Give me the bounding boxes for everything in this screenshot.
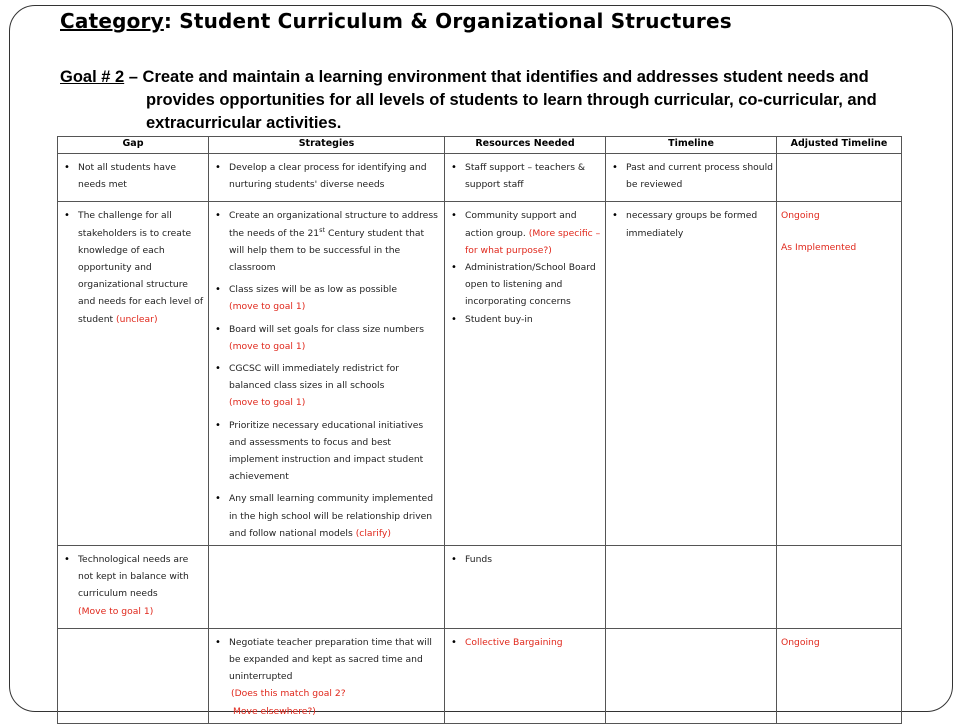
resources-cell xyxy=(445,154,606,202)
timeline-cell xyxy=(606,628,777,723)
resources-cell xyxy=(445,546,606,629)
list-item: • Board will set goals for class size numbers (move to goal 1) xyxy=(213,321,441,355)
list-item: • Prioritize necessary educational initiatives and assessments to focus and best implement instruction and impact student achievement xyxy=(213,417,441,486)
review-note: (Does this match goal 2? xyxy=(231,688,346,700)
gap-cell xyxy=(58,202,209,546)
gap-cell xyxy=(58,546,209,629)
list-item: • Create an organizational structure to address the needs of the 21st Century student that will help them to be successful in the classroom xyxy=(213,207,441,276)
goal-statement xyxy=(60,66,940,135)
list-item: • Funds xyxy=(449,551,602,568)
timeline-cell xyxy=(606,546,777,629)
review-note: Move elsewhere?) xyxy=(233,705,316,717)
timeline-cell xyxy=(606,154,777,202)
list-item: • The challenge for all stakeholders is to create knowledge of each opportunity and organizational structure and needs for each level of student (unclear) xyxy=(62,207,205,327)
strategies-cell xyxy=(209,628,445,723)
goal-line-1: – Create and maintain a learning environment that identifies and addresses student needs and xyxy=(124,68,869,86)
resources-cell xyxy=(445,202,606,546)
review-note: (More specific – for what purpose?) xyxy=(465,227,601,256)
list-item: • Student buy-in xyxy=(449,311,602,328)
timeline-cell xyxy=(606,202,777,546)
goal-line-3: extracurricular activities. xyxy=(146,114,342,132)
list-item: • CGCSC will immediately redistrict for balanced class sizes in all schools (move to goal 1) xyxy=(213,360,441,412)
table-row xyxy=(58,154,902,202)
review-note: (move to goal 1) xyxy=(229,340,306,352)
strategies-cell xyxy=(209,546,445,629)
list-item: • Staff support – teachers & support staff xyxy=(449,159,602,193)
table-header-row xyxy=(58,137,902,154)
list-item: • necessary groups be formed immediately xyxy=(610,207,773,241)
table-row xyxy=(58,202,902,546)
adjusted-timeline-cell xyxy=(777,154,902,202)
list-item: • Administration/School Board open to listening and incorporating concerns xyxy=(449,259,602,311)
list-item: • Develop a clear process for identifying and nurturing students' diverse needs xyxy=(213,159,441,193)
adjusted-timeline-as-implemented: As Implemented xyxy=(781,241,857,253)
list-item: • Past and current process should be reviewed xyxy=(610,159,773,193)
list-item: • Technological needs are not kept in balance with curriculum needs (Move to goal 1) xyxy=(62,551,205,620)
strategies-cell xyxy=(209,154,445,202)
gap-cell xyxy=(58,154,209,202)
review-note: (unclear) xyxy=(116,313,158,325)
list-item: • Not all students have needs met xyxy=(62,159,205,193)
list-item: • Collective Bargaining xyxy=(449,634,602,651)
adjusted-timeline-ongoing: Ongoing xyxy=(781,636,820,648)
header-timeline: Timeline xyxy=(606,137,777,154)
review-note: (move to goal 1) xyxy=(229,397,306,409)
list-item: • Class sizes will be as low as possible (move to goal 1) xyxy=(213,281,441,315)
adjusted-timeline-ongoing: Ongoing xyxy=(781,210,820,222)
list-item: • Community support and action group. (More specific – for what purpose?) xyxy=(449,207,602,259)
list-item: • Negotiate teacher preparation time that will be expanded and kept as sacred time and uninterrupted (Does this match goal 2? Move elsewhere?) xyxy=(213,634,441,720)
category-label: Category xyxy=(60,9,164,33)
review-note: (Move to goal 1) xyxy=(78,605,154,617)
gap-cell xyxy=(58,628,209,723)
category-text: : Student Curriculum & Organizational Structures xyxy=(163,9,732,33)
header-strategies: Strategies xyxy=(209,137,445,154)
review-note: (move to goal 1) xyxy=(229,301,306,313)
goal-line-2: provides opportunities for all levels of students to learn through curricular, co-curricular, and xyxy=(146,91,877,109)
list-item: • Any small learning community implemented in the high school will be relationship driven and follow national models (clarify) xyxy=(213,490,441,542)
header-resources: Resources Needed xyxy=(445,137,606,154)
adjusted-timeline-cell xyxy=(777,628,902,723)
slide-title xyxy=(60,9,732,33)
table-row xyxy=(58,546,902,629)
adjusted-timeline-cell xyxy=(777,202,902,546)
adjusted-timeline-cell xyxy=(777,546,902,629)
header-adjusted-timeline: Adjusted Timeline xyxy=(777,137,902,154)
resources-cell xyxy=(445,628,606,723)
review-note: (clarify) xyxy=(355,527,391,539)
table-row xyxy=(58,628,902,723)
goal-table xyxy=(57,136,902,724)
strategies-cell xyxy=(209,202,445,546)
goal-label: Goal # 2 xyxy=(60,68,125,86)
header-gap: Gap xyxy=(58,137,209,154)
